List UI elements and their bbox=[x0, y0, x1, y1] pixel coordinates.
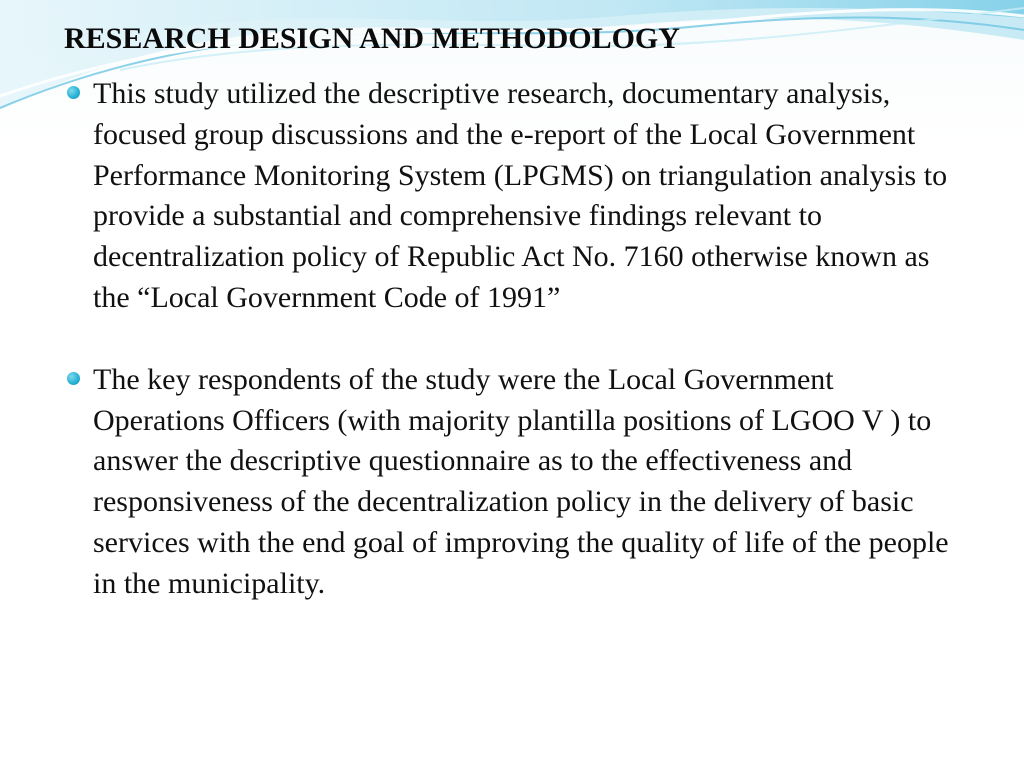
bullet-item bbox=[64, 74, 964, 319]
bullet-dot-icon bbox=[67, 372, 80, 385]
bullet-item bbox=[64, 360, 964, 605]
bullet-text: This study utilized the descriptive research, documentary analysis, focused group discussions and the e-report of the Local Government Performance Monitoring System (LPGMS) on triangulation analysis to provide a substantial and comprehensive findings relevant to decentralization policy of Republic Act No. 7160 otherwise known as the “Local Government Code of 1991” bbox=[93, 77, 948, 314]
slide-title: RESEARCH DESIGN AND METHODOLOGY bbox=[64, 22, 680, 55]
bullet-dot-icon bbox=[67, 86, 80, 99]
bullet-list bbox=[64, 74, 964, 605]
bullet-text: The key respondents of the study were the Local Government Operations Officers (with majority plantilla positions of LGOO V ) to answer the descriptive questionnaire as to the effectiveness and responsiveness of the decentralization policy in the delivery of basic services with the end goal of improving the quality of life of the people in the municipality. bbox=[93, 362, 949, 600]
